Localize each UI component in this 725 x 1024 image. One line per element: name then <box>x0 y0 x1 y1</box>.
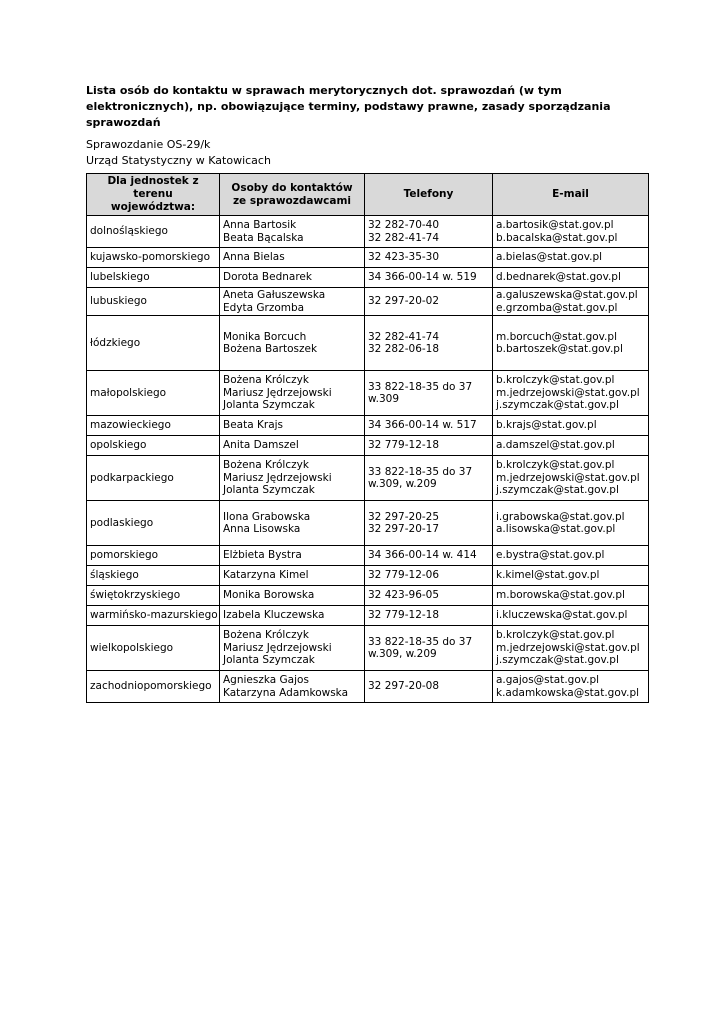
header-contact-persons: Osoby do kontaktów ze sprawozdawcami <box>220 174 365 216</box>
cell-persons <box>220 671 365 703</box>
contact-person: Mariusz Jędrzejowski <box>223 386 332 399</box>
contact-person: Monika Borowska <box>223 589 315 602</box>
contact-person: Dorota Bednarek <box>223 271 312 284</box>
contact-person: Anna Bielas <box>223 251 285 264</box>
cell-region: podkarpackiego <box>87 456 220 501</box>
cell-phones <box>365 268 493 288</box>
document-heading: Lista osób do kontaktu w sprawach merytorycznych dot. sprawozdań (w tym elektronicznych), np. obowiązujące terminy, podstawy prawne, zasady sporządzania sprawozdań <box>86 84 611 129</box>
email-address: d.bednarek@stat.gov.pl <box>496 271 621 284</box>
phone-number: 32 423-35-30 <box>368 251 440 264</box>
cell-phones <box>365 416 493 436</box>
cell-persons <box>220 546 365 566</box>
cell-region: lubelskiego <box>87 268 220 288</box>
cell-phones <box>365 586 493 606</box>
table-row <box>87 606 649 626</box>
table-row <box>87 501 649 546</box>
cell-emails <box>493 501 649 546</box>
table-row <box>87 248 649 268</box>
cell-emails <box>493 248 649 268</box>
header-region: Dla jednostek z terenu województwa: <box>87 174 220 216</box>
contact-person: Agnieszka Gajos <box>223 674 309 686</box>
header-phones: Telefony <box>365 174 493 216</box>
contact-person: Jolanta Szymczak <box>223 399 315 412</box>
email-address: m.jedrzejowski@stat.gov.pl <box>496 471 640 484</box>
cell-phones <box>365 288 493 316</box>
table-row <box>87 436 649 456</box>
email-address: i.kluczewska@stat.gov.pl <box>496 609 628 622</box>
phone-number: 32 779-12-18 <box>368 609 440 622</box>
contact-person: Ilona Grabowska <box>223 510 311 523</box>
cell-phones <box>365 671 493 703</box>
phone-number: w.309, w.209 <box>368 648 437 660</box>
phone-number: 32 282-41-74 <box>368 231 440 244</box>
cell-persons <box>220 371 365 416</box>
email-address: k.kimel@stat.gov.pl <box>496 569 600 582</box>
email-address: b.bartoszek@stat.gov.pl <box>496 343 623 355</box>
contact-person: Bożena Królczyk <box>223 374 309 387</box>
contact-person: Bożena Królczyk <box>223 459 309 472</box>
phone-number: 33 822-18-35 do 37 <box>368 465 473 478</box>
cell-emails <box>493 586 649 606</box>
cell-persons <box>220 501 365 546</box>
email-address: m.borowska@stat.gov.pl <box>496 589 625 602</box>
phone-number: 32 297-20-02 <box>368 295 440 308</box>
cell-emails <box>493 546 649 566</box>
contact-person: Jolanta Szymczak <box>223 484 315 497</box>
cell-persons <box>220 216 365 248</box>
table-row <box>87 671 649 703</box>
email-address: e.bystra@stat.gov.pl <box>496 549 605 562</box>
contact-person: Anna Lisowska <box>223 523 301 535</box>
email-address: a.bielas@stat.gov.pl <box>496 251 603 264</box>
contact-person: Beata Krajs <box>223 419 284 432</box>
cell-persons <box>220 416 365 436</box>
cell-emails <box>493 436 649 456</box>
contact-person: Elżbieta Bystra <box>223 549 302 562</box>
table-row <box>87 586 649 606</box>
contact-person: Aneta Gałuszewska <box>223 289 326 301</box>
email-address: a.bartosik@stat.gov.pl <box>496 219 614 231</box>
cell-region: opolskiego <box>87 436 220 456</box>
cell-phones <box>365 371 493 416</box>
contact-person: Bożena Bartoszek <box>223 343 318 355</box>
table-row <box>87 268 649 288</box>
phone-number: 34 366-00-14 w. 414 <box>368 549 477 562</box>
email-address: j.szymczak@stat.gov.pl <box>496 654 619 667</box>
cell-region: mazowieckiego <box>87 416 220 436</box>
email-address: a.galuszewska@stat.gov.pl <box>496 289 638 301</box>
document-subtitle <box>86 137 271 169</box>
contact-person: Bożena Królczyk <box>223 629 309 642</box>
report-name: Sprawozdanie OS-29/k <box>86 138 211 151</box>
email-address: b.krolczyk@stat.gov.pl <box>496 459 615 472</box>
cell-persons <box>220 248 365 268</box>
cell-persons <box>220 586 365 606</box>
phone-number: w.309, w.209 <box>368 478 437 490</box>
phone-number: 34 366-00-14 w. 517 <box>368 419 477 432</box>
cell-persons <box>220 626 365 671</box>
contacts-table <box>86 173 649 703</box>
cell-region: pomorskiego <box>87 546 220 566</box>
cell-phones <box>365 606 493 626</box>
header-email: E-mail <box>493 174 649 216</box>
contact-person: Katarzyna Kimel <box>223 569 309 582</box>
email-address: b.krolczyk@stat.gov.pl <box>496 374 615 387</box>
cell-persons <box>220 606 365 626</box>
cell-region: małopolskiego <box>87 371 220 416</box>
table-row <box>87 371 649 416</box>
cell-region: warmińsko-mazurskiego <box>87 606 220 626</box>
cell-emails <box>493 316 649 371</box>
cell-region: wielkopolskiego <box>87 626 220 671</box>
cell-phones <box>365 501 493 546</box>
cell-emails <box>493 416 649 436</box>
cell-region: świętokrzyskiego <box>87 586 220 606</box>
phone-number: w.309 <box>368 393 400 405</box>
contact-person: Beata Bącalska <box>223 231 304 244</box>
email-address: i.grabowska@stat.gov.pl <box>496 510 625 523</box>
table-header-row <box>87 174 649 216</box>
table-row <box>87 546 649 566</box>
phone-number: 32 297-20-08 <box>368 680 440 693</box>
cell-persons <box>220 566 365 586</box>
cell-phones <box>365 436 493 456</box>
cell-region: zachodniopomorskiego <box>87 671 220 703</box>
cell-phones <box>365 216 493 248</box>
cell-emails <box>493 288 649 316</box>
cell-region: dolnośląskiego <box>87 216 220 248</box>
email-address: b.bacalska@stat.gov.pl <box>496 231 618 244</box>
phone-number: 32 779-12-18 <box>368 439 440 452</box>
phone-number: 33 822-18-35 do 37 <box>368 380 473 393</box>
cell-emails <box>493 216 649 248</box>
cell-phones <box>365 546 493 566</box>
phone-number: 32 297-20-17 <box>368 523 440 535</box>
cell-emails <box>493 606 649 626</box>
table-row <box>87 416 649 436</box>
cell-region: kujawsko-pomorskiego <box>87 248 220 268</box>
phone-number: 32 282-41-74 <box>368 330 440 343</box>
cell-emails <box>493 371 649 416</box>
contact-person: Monika Borcuch <box>223 330 307 343</box>
phone-number: 32 297-20-25 <box>368 510 440 523</box>
cell-emails <box>493 268 649 288</box>
phone-number: 32 779-12-06 <box>368 569 440 582</box>
statistical-office: Urząd Statystyczny w Katowicach <box>86 154 271 167</box>
cell-persons <box>220 456 365 501</box>
table-row <box>87 288 649 316</box>
cell-persons <box>220 288 365 316</box>
phone-number: 32 282-70-40 <box>368 219 440 231</box>
cell-region: śląskiego <box>87 566 220 586</box>
phone-number: 32 282-06-18 <box>368 343 440 355</box>
email-address: m.jedrzejowski@stat.gov.pl <box>496 386 640 399</box>
cell-persons <box>220 268 365 288</box>
cell-persons <box>220 316 365 371</box>
email-address: a.gajos@stat.gov.pl <box>496 674 600 686</box>
phone-number: 34 366-00-14 w. 519 <box>368 271 477 284</box>
cell-phones <box>365 456 493 501</box>
table-row <box>87 216 649 248</box>
contact-person: Katarzyna Adamkowska <box>223 686 349 699</box>
email-address: j.szymczak@stat.gov.pl <box>496 399 619 412</box>
cell-phones <box>365 566 493 586</box>
contact-person: Mariusz Jędrzejowski <box>223 641 332 654</box>
cell-emails <box>493 626 649 671</box>
table-row <box>87 626 649 671</box>
contact-person: Anita Damszel <box>223 439 299 452</box>
cell-region: lubuskiego <box>87 288 220 316</box>
cell-emails <box>493 671 649 703</box>
contact-person: Anna Bartosik <box>223 219 297 231</box>
cell-persons <box>220 436 365 456</box>
email-address: m.borcuch@stat.gov.pl <box>496 330 617 343</box>
cell-phones <box>365 626 493 671</box>
cell-region: łódzkiego <box>87 316 220 371</box>
email-address: a.lisowska@stat.gov.pl <box>496 523 616 535</box>
contact-person: Edyta Grzomba <box>223 301 305 314</box>
email-address: b.krajs@stat.gov.pl <box>496 419 597 432</box>
cell-phones <box>365 248 493 268</box>
table-row <box>87 566 649 586</box>
contact-person: Izabela Kluczewska <box>223 609 325 622</box>
contacts-table-body <box>87 216 649 703</box>
email-address: j.szymczak@stat.gov.pl <box>496 484 619 497</box>
cell-emails <box>493 566 649 586</box>
phone-number: 33 822-18-35 do 37 <box>368 635 473 648</box>
phone-number: 32 423-96-05 <box>368 589 440 602</box>
email-address: a.damszel@stat.gov.pl <box>496 439 615 452</box>
cell-emails <box>493 456 649 501</box>
table-row <box>87 456 649 501</box>
contact-person: Mariusz Jędrzejowski <box>223 471 332 484</box>
email-address: m.jedrzejowski@stat.gov.pl <box>496 641 640 654</box>
email-address: k.adamkowska@stat.gov.pl <box>496 686 640 699</box>
email-address: e.grzomba@stat.gov.pl <box>496 301 618 314</box>
contact-person: Jolanta Szymczak <box>223 654 315 667</box>
cell-region: podlaskiego <box>87 501 220 546</box>
cell-phones <box>365 316 493 371</box>
email-address: b.krolczyk@stat.gov.pl <box>496 629 615 642</box>
table-row <box>87 316 649 371</box>
